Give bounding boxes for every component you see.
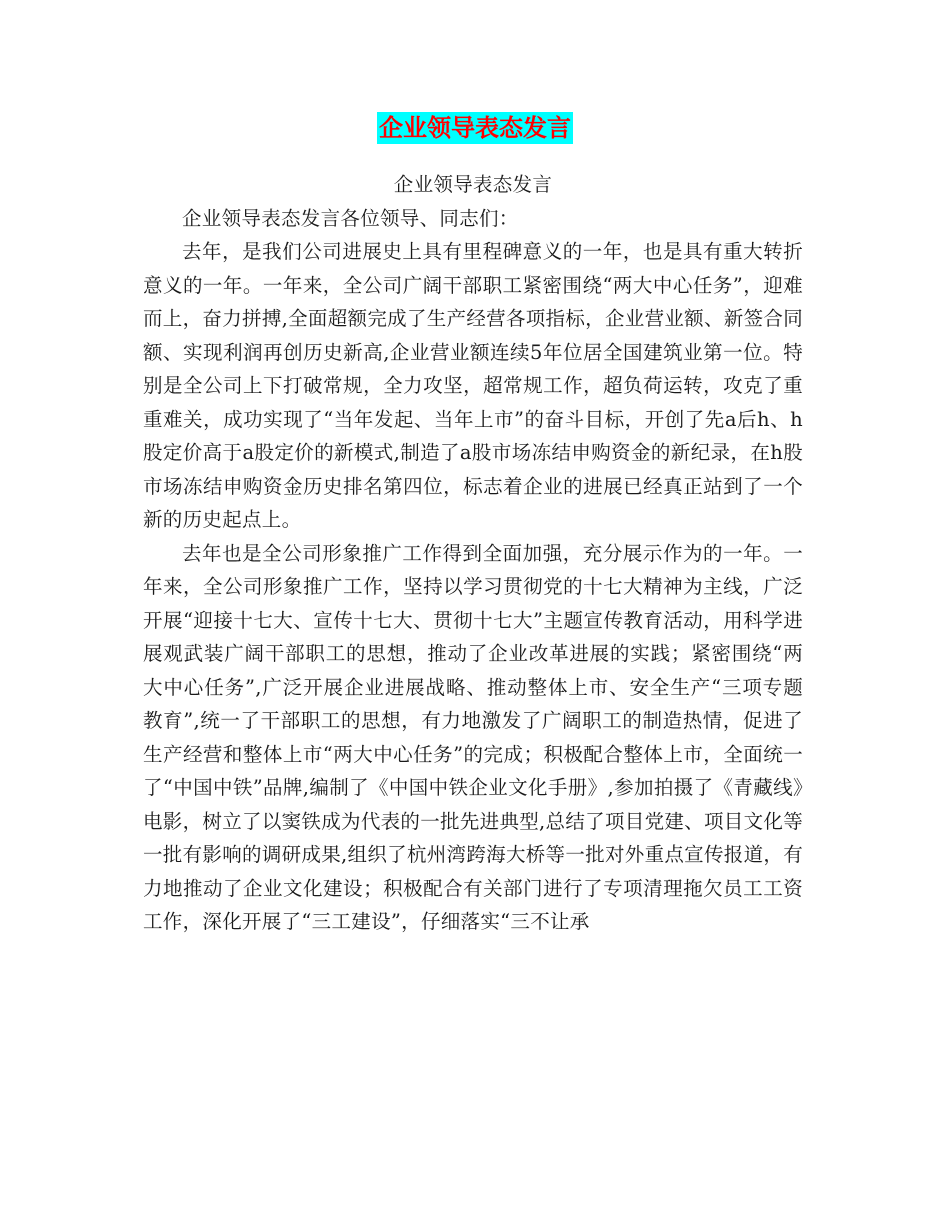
document-body bbox=[143, 168, 803, 939]
paragraph: 去年，是我们公司进展史上具有里程碑意义的一年，也是具有重大转折意义的一年。一年来，全公司广阔干部职工紧密围绕“两大中心任务”，迎难而上，奋力拼搏,全面超额完成了生产经营各项指标，企业营业额、新签合同额、实现利润再创历史新高,企业营业额连续5年位居全国建筑业第一位。特别是全公司上下打破常规，全力攻坚，超常规工作，超负荷运转，攻克了重重难关，成功实现了“当年发起、当年上市”的奋斗目标，开创了先a后h、h股定价高于a股定价的新模式,制造了a股市场冻结申购资金的新纪录，在h股市场冻结申购资金历史排名第四位，标志着企业的进展已经真正站到了一个新的历史起点上。 bbox=[143, 240, 803, 531]
paragraph: 去年也是全公司形象推广工作得到全面加强，充分展示作为的一年。一年来，全公司形象推广工作，坚持以学习贯彻党的十七大精神为主线，广泛开展“迎接十七大、宣传十七大、贯彻十七大”主题宣传教育活动，用科学进展观武装广阔干部职工的思想，推动了企业改革进展的实践；紧密围绕“两大中心任务”,广泛开展企业进展战略、推动整体上市、安全生产“三项专题教育”,统一了干部职工的思想，有力地激发了广阔职工的制造热情，促进了生产经营和整体上市“两大中心任务”的完成；积极配合整体上市，全面统一了“中国中铁”品牌,编制了《中国中铁企业文化手册》,参加拍摄了《青藏线》电影，树立了以窦铁成为代表的一批先进典型,总结了项目党建、项目文化等一批有影响的调研成果,组织了杭州湾跨海大桥等一批对外重点宣传报道，有力地推动了企业文化建设；积极配合有关部门进行了专项清理拖欠员工工资工作，深化开展了“三工建设”，仔细落实“三不让承 bbox=[143, 541, 803, 933]
title-row bbox=[0, 112, 950, 144]
document-subtitle: 企业领导表态发言 bbox=[393, 173, 553, 196]
document-title: 企业领导表态发言 bbox=[379, 114, 571, 142]
paragraph: 企业领导表态发言各位领导、同志们： bbox=[182, 206, 519, 230]
